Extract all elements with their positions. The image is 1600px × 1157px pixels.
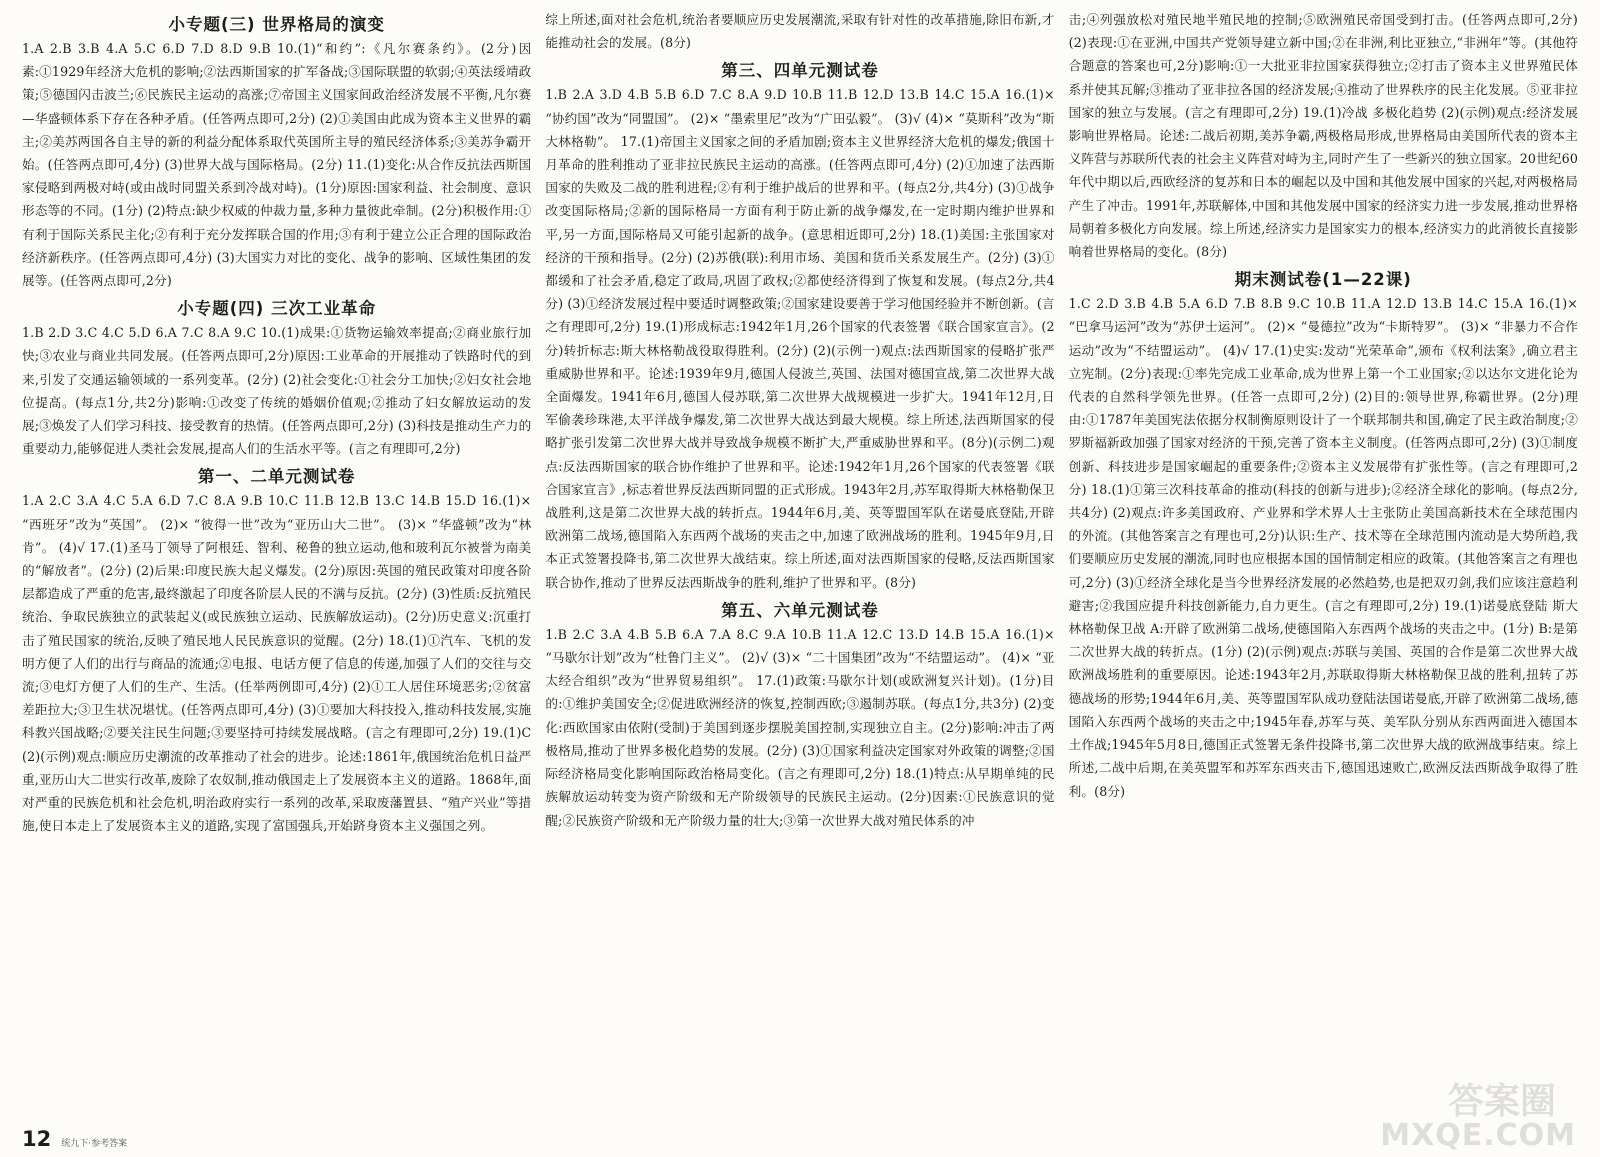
- page-number: 12: [22, 1127, 52, 1151]
- section-heading-units-5-6: 第五、六单元测试卷: [721, 600, 879, 620]
- page-footer: [22, 1127, 127, 1151]
- answers-topic-4: 1.B 2.D 3.C 4.C 5.D 6.A 7.C 8.A 9.C 10.(1)成果:①货物运输效率提高;②商业旅行加快;③农业与商业共同发展。(任答两点即可,2分)原因:工业革命的开展推动了铁路时代的到来,引发了交通运输领域的一系列变革。(2分) (2)社会变化:①社会分工加快;②妇女社会地位提高。(每点1分,共2分)影响:①改变了传统的婚姻价值观;②推动了妇女解放运动的发展;③焕发了人们学习科技、接受教育的热情。(任答两点即可,2分) (3)科技是推动生产力的重要动力,能够促进人类社会发展,提高人们的生活水平等。(言之有理即可,2分): [22, 325, 532, 457]
- column-left: [22, 8, 531, 1118]
- section-heading-final-exam: 期末测试卷(1—22课): [1234, 270, 1412, 290]
- section-heading-topic-4: 小专题(四) 三次工业革命: [177, 299, 377, 319]
- text-columns: [22, 8, 1578, 1118]
- watermark-logo: 答案圈: [1447, 1081, 1556, 1122]
- answers-final-exam: 1.C 2.D 3.B 4.B 5.A 6.D 7.B 8.B 9.C 10.B 11.A 12.D 13.B 14.C 15.A 16.(1)× “巴拿马运河”改为“苏伊士运河”。 (2)× “曼德拉”改为“卡斯特罗”。 (3)× “非暴力不合作运动”改为“不结盟运动”。 (4)√ 17.(1)史实:发动“光荣革命”,颁布《权利法案》,确立君主立宪制。(2分)表现:①率先完成工业革命,成为世界上第一个工业国家;②以达尔文进化论为代表的自然科学领先世界。(任答一点即可,2分) (2)目的:领导世界,称霸世界。(2分)理由:①1787年美国宪法依据分权制衡原则设计了一个联邦制共和国,确定了民主政治制度;②罗斯福新政加强了国家对经济的干预,完善了资本主义制度。(任答两点即可,2分) (3)①制度创新、科技进步是国家崛起的重要条件;②资本主义发展带有扩张性等。(言之有理即可,2分) 18.(1)①第三次科技革命的推动(科技的创新与进步);②经济全球化的影响。(每点2分,共4分) (2)观点:许多美国政府、产业界和学术界人士主张防止美国高新技术在全球范围内的外流。(其他答案言之有理也可,2分)认识:生产、技术等在全球范围内流动是大势所趋,我们要顺应历史发展的潮流,同时也应根据本国的国情制定相应的政策。(其他答案言之有理也可,2分) (3)①经济全球化是当今世界经济发展的必然趋势,也是把双刃剑,我们应该注意趋利避害;②我国应提升科技创新能力,自力更生。(言之有理即可,2分) 19.(1)诺曼底登陆 斯大林格勒保卫战 A:开辟了欧洲第二战场,使德国陷入东西两个战场的夹击之中。(1分) B:是第二次世界大战的转折点。(1分) (2)(示例)观点:苏联与美国、英国的合作是第二次世界大战欧洲战场胜利的重要原因。论述:1943年2月,苏联取得斯大林格勒保卫战的胜利,扭转了苏德战场的形势;1944年6月,美、英等盟国军队成功登陆法国诺曼底,开辟了欧洲第二战场,德国陷入东西两个战场的夹击之中;1945年春,苏军与英、美军队分别从东西两面进入德国本土作战;1945年5月8日,德国正式签署无条件投降书,第二次世界大战的欧洲战事结束。综上所述,二战中后期,在美英盟军和苏军东西夹击下,德国迅速败亡,欧洲反法西斯战争取得了胜利。(8分): [1068, 296, 1578, 799]
- answers-topic-3: 1.A 2.B 3.B 4.A 5.C 6.D 7.D 8.D 9.B 10.(1)“和约”:《凡尔赛条约》。(2分)因素:①1929年经济大危机的影响;②法西斯国家的扩军备战;③国际联盟的软弱;④英法绥靖政策;⑤德国闪击波兰;⑥民族民主运动的高涨;⑦帝国主义国家间政治经济发展不平衡,凡尔赛—华盛顿体系下存在各种矛盾。(任答两点即可,2分) (2)①美国由此成为资本主义世界的霸主;②美苏两国各自主导的新的利益分配体系取代英国所主导的殖民经济体系;③美苏争霸开始。(任答两点即可,4分) (3)世界大战与国际格局。(2分) 11.(1)变化:从合作反抗法西斯国家侵略到两极对峙(或由战时同盟关系到冷战对峙)。(1分)原因:国家利益、社会制度、意识形态等的不同。(1分) (2)特点:缺少权威的仲裁力量,多种力量彼此牵制。(2分)积极作用:①有利于国际关系民主化;②有利于充分发挥联合国的作用;③有利于建立公正合理的国际政治经济新秩序。(任答两点即可,4分) (3)大国实力对比的变化、战争的影响、区域性集团的发展等。(任答两点即可,2分): [22, 41, 532, 289]
- answers-units-3-4: 1.B 2.A 3.D 4.B 5.B 6.D 7.C 8.A 9.D 10.B 11.B 12.D 13.B 14.C 15.A 16.(1)× “协约国”改为“同盟国”。 (2)× “墨索里尼”改为“广田弘毅”。 (3)√ (4)× “莫斯科”改为“斯大林格勒”。 17.(1)帝国主义国家之间的矛盾加剧;资本主义世界经济大危机的爆发;俄国十月革命的胜利推动了亚非拉民族民主运动的高涨。(任答两点即可,4分) (2)①加速了法西斯国家的失败及二战的胜利进程;②有利于维护战后的世界和平。(每点2分,共4分) (3)①战争改变国际格局;②新的国际格局一方面有利于防止新的战争爆发,在一定时期内维护世界和平,另一方面,国际格局又可能引起新的战争。(意思相近即可,2分) 18.(1)美国:主张国家对经济的干预和指导。(2分) (2)苏俄(联):利用市场、美国和货币关系发展生产。(2分) (3)①都缓和了社会矛盾,稳定了政局,巩固了政权;②都使经济得到了恢复和发展。(每点2分,共4分) (3)①经济发展过程中要适时调整政策;②国家建设要善于学习他国经验并不断创新。(言之有理即可,2分) 19.(1)形成标志:1942年1月,26个国家的代表签署《联合国家宣言》。(2分)转折标志:斯大林格勒战役取得胜利。(2分) (2)(示例一)观点:法西斯国家的侵略扩张严重威胁世界和平。论述:1939年9月,德国人侵波兰,英国、法国对德国宣战,第二次世界大战全面爆发。1941年6月,德国人侵苏联,第二次世界大战规模进一步扩大。1941年12月,日军偷袭珍珠港,太平洋战争爆发,第二次世界大战达到最大规模。综上所述,法西斯国家的侵略扩张引发第二次世界大战并导致战争规模不断扩大,严重威胁世界和平。(8分)(示例二)观点:反法西斯国家的联合协作维护了世界和平。论述:1942年1月,26个国家的代表签署《联合国家宣言》,标志着世界反法西斯同盟的正式形成。1943年2月,苏军取得斯大林格勒保卫战胜利,这是第二次世界大战的转折点。1944年6月,美、英等盟国军队在诺曼底登陆,开辟欧洲第二战场,德国陷入东西两个战场的夹击之中,加速了欧洲战场的胜利。1945年9月,日本正式签署投降书,第二次世界大战结束。综上所述,面对法西斯国家的侵略,反法西斯国家联合协作,推动了世界反法西斯战争的胜利,维护了世界和平。(8分): [545, 87, 1055, 590]
- section-heading-units-3-4: 第三、四单元测试卷: [721, 61, 879, 81]
- answers-units-1-2: 1.A 2.C 3.A 4.C 5.A 6.D 7.C 8.A 9.B 10.C 11.B 12.B 13.C 14.B 15.D 16.(1)× “西班牙”改为“英国”。 (2)× “彼得一世”改为“亚历山大二世”。 (3)× “华盛顿”改为“林肯”。 (4)√ 17.(1)圣马丁领导了阿根廷、智利、秘鲁的独立运动,他和玻利瓦尔被誉为南美的“解放者”。(2分) (2)后果:印度民族大起义爆发。(2分)原因:英国的殖民政策对印度各阶层都造成了严重的危害,最终激起了印度各阶层人民的不满与反抗。(2分) (3)性质:反抗殖民统治、争取民族独立的武装起义(或民族独立运动、民族解放运动)。(2分)历史意义:沉重打击了殖民国家的统治,反映了殖民地人民民族意识的觉醒。(2分) 18.(1)①汽车、飞机的发明方便了人们的出行与商品的流通;②电报、电话方便了信息的传递,加强了人们的交往与交流;③电灯方便了人们的生产、生活。(任举两例即可,4分) (2)①工人居住环境恶劣;②贫富差距拉大;③卫生状况堪忧。(任答两点即可,4分) (3)①要加大科技投入,推动科技发展,实施科教兴国战略;②要关注民生问题;③要坚持可持续发展战略。(言之有理即可,2分) 19.(1)C (2)(示例)观点:顺应历史潮流的改革推动了社会的进步。论述:1861年,俄国统治危机日益严重,亚历山大二世实行改革,废除了农奴制,推动俄国走上了发展资本主义的道路。1868年,面对严重的民族危机和社会危机,明治政府实行一系列的改革,采取废藩置县、“殖产兴业”等措施,使日本走上了发展资本主义的道路,实现了富国强兵,开始跻身资本主义强国之列。: [22, 493, 532, 834]
- answers-units-5-6-continued: 击;④列强放松对殖民地半殖民地的控制;⑤欧洲殖民帝国受到打击。(任答两点即可,2分) (2)表现:①在亚洲,中国共产党领导建立新中国;②在非洲,利比亚独立,“非洲年”等。(其他符合题意的答案也可,2分)影响:①一大批亚非拉国家获得独立;②打击了资本主义世界殖民体系并使其瓦解;③推动了亚非拉各国的经济发展;④推动了世界秩序的民主化发展。⑤亚非拉国家的独立与发展。(言之有理即可,2分) 19.(1)冷战 多极化趋势 (2)(示例)观点:经济发展影响世界格局。论述:二战后初期,美苏争霸,两极格局形成,世界格局由美国所代表的资本主义阵营与苏联所代表的社会主义阵营对峙为主,同时产生了一些新兴的独立国家。20世纪60年代中期以后,西欧经济的复苏和日本的崛起以及中国和其他发展中国家的兴起,对两极格局产生了冲击。1991年,苏联解体,中国和其他发展中国家的经济实力进一步发展,推动世界格局朝着多极化方向发展。综上所述,经济实力是国家实力的根本,经济实力的此消彼长直接影响着世界格局的变化。(8分): [1068, 12, 1578, 260]
- running-head: 统九下·参考答案: [61, 1139, 128, 1149]
- answers-units-5-6: 1.B 2.C 3.A 4.B 5.B 6.A 7.A 8.C 9.A 10.B 11.A 12.C 13.D 14.B 15.A 16.(1)× “马歇尔计划”改为“杜鲁门主义”。 (2)√ (3)× “二十国集团”改为“不结盟运动”。 (4)× “亚太经合组织”改为“世界贸易组织”。 17.(1)政策:马歇尔计划(或欧洲复兴计划)。(1分)目的:①维护美国安全;②促进欧洲经济的恢复,控制西欧;③遏制苏联。(每点1分,共3分) (2)变化:西欧国家由依附(受制)于美国到逐步摆脱美国控制,实现独立自主。(2分)影响:冲击了两极格局,推动了世界多极化趋势的发展。(2分) (3)①国家利益决定国家对外政策的调整;②国际经济格局变化影响国际政治格局变化。(言之有理即可,2分) 18.(1)特点:从早期单纯的民族解放运动转变为资产阶级和无产阶级领导的民族民主运动。(2分)因素:①民族意识的觉醒;②民族资产阶级和无产阶级力量的壮大;③第一次世界大战对殖民体系的冲: [545, 626, 1055, 828]
- section-heading-units-1-2: 第一、二单元测试卷: [197, 467, 356, 487]
- column-right: [1069, 8, 1578, 1118]
- watermark-site: MXQE.COM: [1380, 1118, 1576, 1153]
- answers-units-1-2-continued: 综上所述,面对社会危机,统治者要顺应历史发展潮流,采取有针对性的改革措施,除旧布新,才能推动社会的发展。(8分): [545, 12, 1055, 51]
- column-middle: [545, 8, 1054, 1118]
- section-heading-topic-3: 小专题(三) 世界格局的演变: [168, 15, 385, 34]
